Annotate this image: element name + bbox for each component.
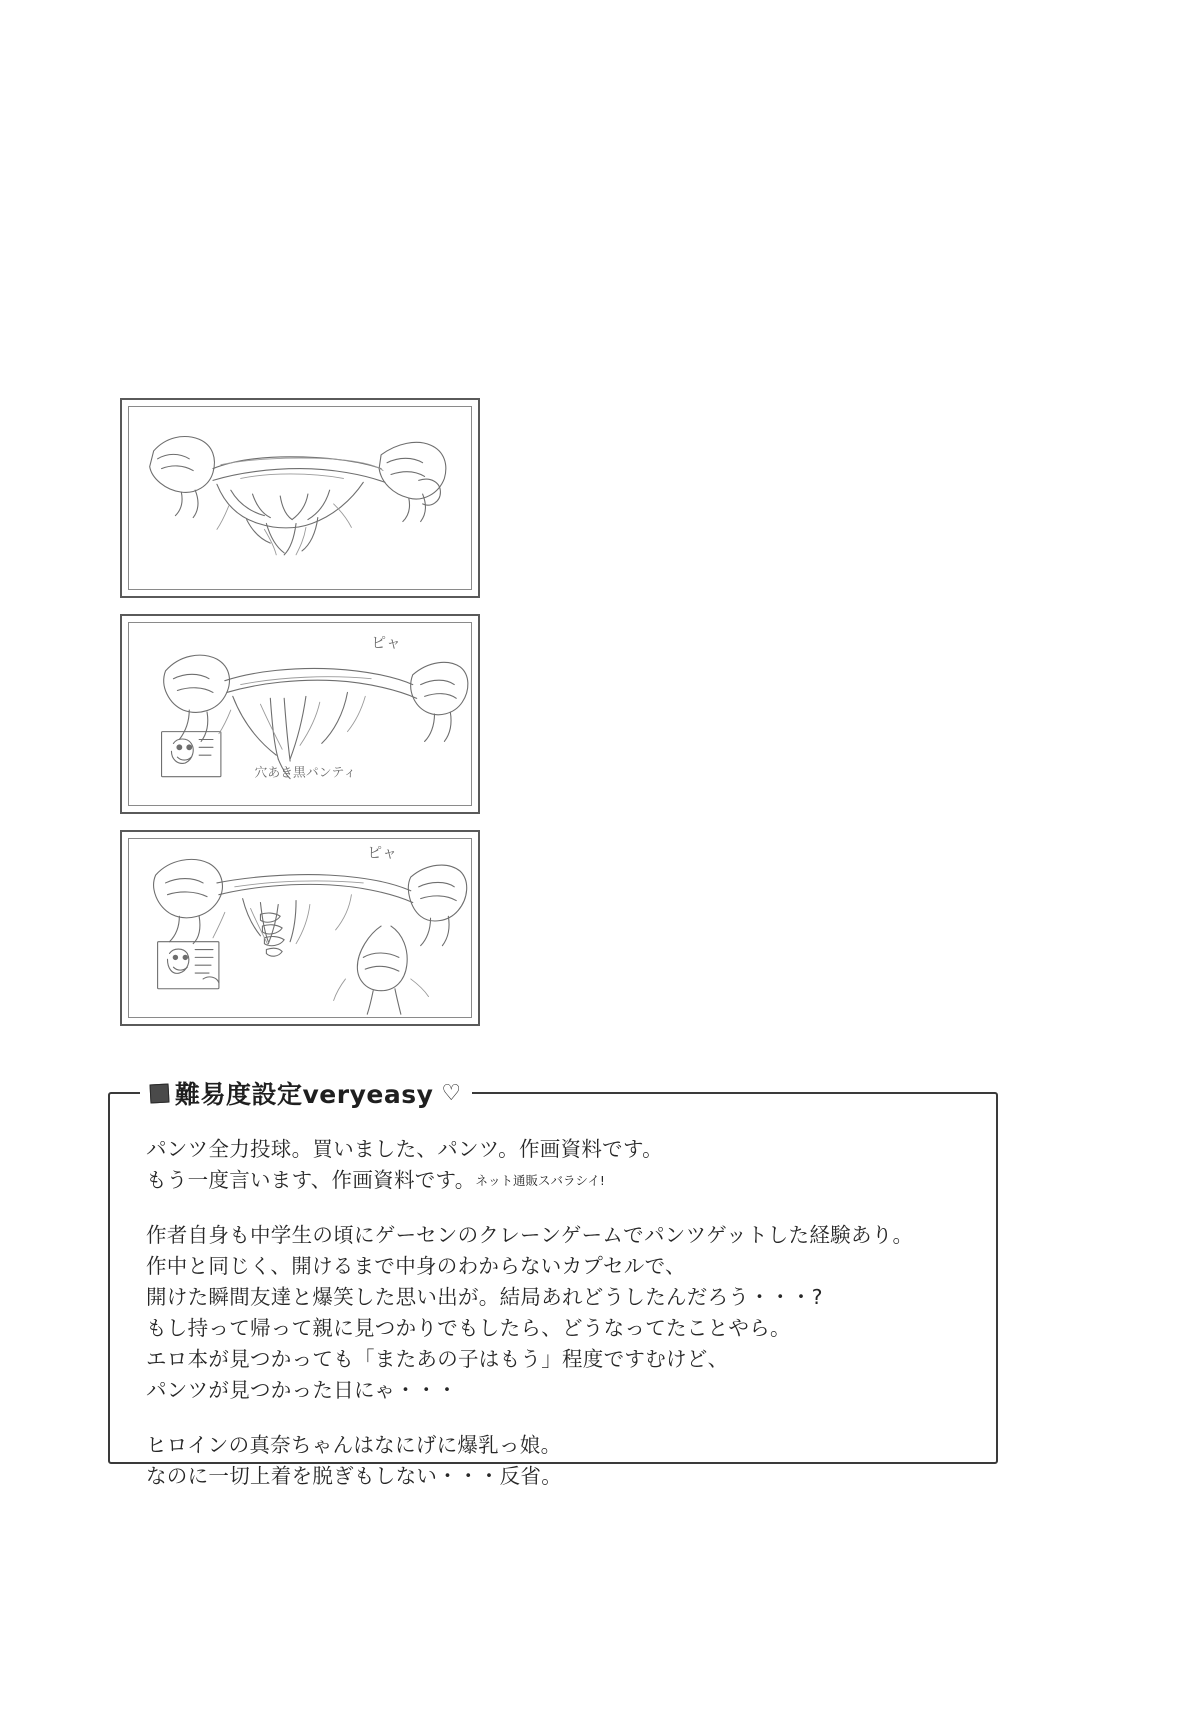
afterword-line: エロ本が見つかっても「またあの子はもう」程度ですむけど、 xyxy=(146,1347,729,1371)
afterword-line: ヒロインの真奈ちゃんはなにげに爆乳っ娘。 xyxy=(146,1433,562,1457)
afterword-body xyxy=(146,1134,972,1492)
afterword-line: パンツが見つかった日にゃ・・・ xyxy=(146,1378,458,1402)
square-bullet-icon xyxy=(150,1083,170,1103)
afterword-line: 作者自身も中学生の頃にゲーセンのクレーンゲームでパンツゲットした経験あり。 xyxy=(146,1223,914,1247)
afterword-side-note: ネット通販スバラシイ! xyxy=(475,1173,605,1188)
afterword-line: もう一度言います、作画資料です。 xyxy=(146,1168,476,1192)
panel-caption-middle: 穴あき黒パンティ xyxy=(254,765,357,781)
afterword-note-box xyxy=(108,1080,998,1488)
afterword-paragraph xyxy=(146,1220,972,1406)
afterword-paragraph xyxy=(146,1430,972,1492)
sketch-panel-middle xyxy=(120,614,480,814)
afterword-title-text: 難易度設定veryeasy xyxy=(175,1080,434,1109)
afterword-title xyxy=(140,1074,472,1112)
afterword-line: 作中と同じく、開けるまで中身のわからないカプセルで、 xyxy=(146,1254,686,1278)
sketch-panel-bottom xyxy=(120,830,480,1026)
afterword-paragraph xyxy=(146,1134,972,1196)
sfx-text-bottom: ピャ xyxy=(367,844,397,862)
afterword-line: 開けた瞬間友達と爆笑した思い出が。結局あれどうしたんだろう・・・? xyxy=(146,1285,823,1309)
panel-middle-artwork xyxy=(122,616,478,812)
afterword-line: なのに一切上着を脱ぎもしない・・・反省。 xyxy=(146,1464,562,1488)
panel-bottom-artwork xyxy=(122,832,478,1024)
afterword-line: パンツ全力投球。買いました、パンツ。作画資料です。 xyxy=(146,1137,663,1161)
afterword-line: もし持って帰って親に見つかりでもしたら、どうなってたことやら。 xyxy=(146,1316,791,1340)
heart-icon: ♡ xyxy=(441,1080,462,1106)
sfx-text-middle: ピャ xyxy=(371,634,401,652)
sketch-panel-top xyxy=(120,398,480,598)
panel-top-artwork xyxy=(122,400,478,596)
